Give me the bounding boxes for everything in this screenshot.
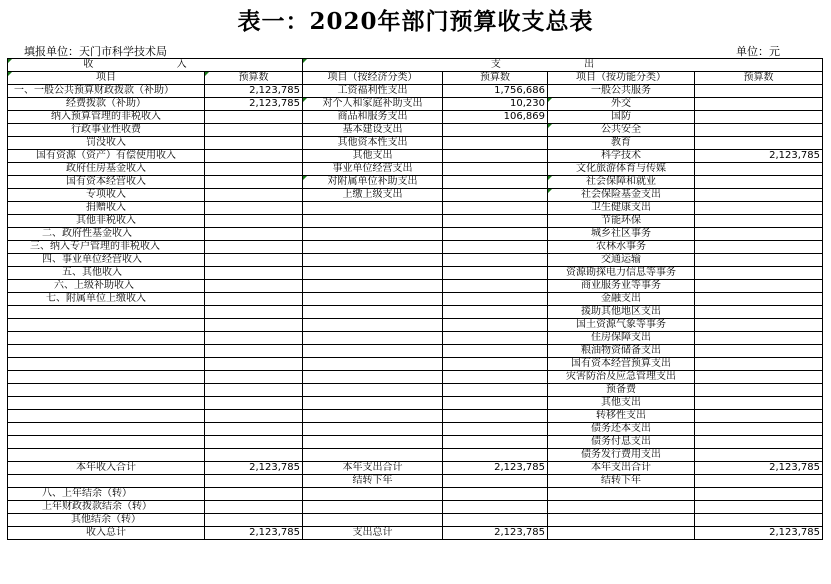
econ-item-cell bbox=[303, 436, 443, 449]
income-item-cell bbox=[8, 436, 205, 449]
income-item-cell bbox=[8, 423, 205, 436]
econ-item-header: 项目（按经济分类） bbox=[303, 72, 443, 85]
func-item-cell: 公共安全 bbox=[548, 124, 695, 137]
func-budget-cell bbox=[695, 137, 823, 150]
income-budget-header: 预算数 bbox=[205, 72, 303, 85]
econ-budget-cell bbox=[443, 449, 548, 462]
table-row bbox=[8, 371, 823, 384]
econ-item-cell bbox=[303, 267, 443, 280]
func-item-cell bbox=[548, 527, 695, 540]
func-budget-cell bbox=[695, 501, 823, 514]
econ-item-cell bbox=[303, 280, 443, 293]
econ-item-cell: 对附属单位补助支出 bbox=[303, 176, 443, 189]
income-item-cell: 二、政府性基金收入 bbox=[8, 228, 205, 241]
econ-budget-cell bbox=[443, 488, 548, 501]
func-budget-cell bbox=[695, 397, 823, 410]
func-item-cell: 债务还本支出 bbox=[548, 423, 695, 436]
econ-budget-cell bbox=[443, 150, 548, 163]
econ-item-cell: 其他支出 bbox=[303, 150, 443, 163]
table-row bbox=[8, 319, 823, 332]
table-row bbox=[8, 527, 823, 540]
econ-budget-cell bbox=[443, 319, 548, 332]
income-item-cell bbox=[8, 345, 205, 358]
func-item-cell: 科学技术 bbox=[548, 150, 695, 163]
func-item-cell bbox=[548, 514, 695, 527]
func-item-cell: 住房保障支出 bbox=[548, 332, 695, 345]
func-item-cell bbox=[548, 488, 695, 501]
econ-item-cell: 上缴上级支出 bbox=[303, 189, 443, 202]
func-budget-cell bbox=[695, 241, 823, 254]
econ-item-cell bbox=[303, 215, 443, 228]
econ-item-cell bbox=[303, 514, 443, 527]
func-budget-cell: 2,123,785 bbox=[695, 150, 823, 163]
table-row bbox=[8, 189, 823, 202]
income-budget-cell bbox=[205, 345, 303, 358]
income-budget-cell bbox=[205, 358, 303, 371]
table-row bbox=[8, 384, 823, 397]
func-item-cell bbox=[548, 501, 695, 514]
econ-budget-cell bbox=[443, 163, 548, 176]
income-item-cell bbox=[8, 332, 205, 345]
econ-item-cell: 工资福利性支出 bbox=[303, 85, 443, 98]
table-row bbox=[8, 254, 823, 267]
econ-item-cell bbox=[303, 319, 443, 332]
table-row bbox=[8, 241, 823, 254]
income-budget-cell bbox=[205, 163, 303, 176]
func-item-cell: 社会保险基金支出 bbox=[548, 189, 695, 202]
econ-budget-cell bbox=[443, 202, 548, 215]
income-item-cell: 捐赠收入 bbox=[8, 202, 205, 215]
table-row bbox=[8, 345, 823, 358]
econ-item-cell bbox=[303, 228, 443, 241]
income-item-cell: 行政事业性收费 bbox=[8, 124, 205, 137]
income-budget-cell bbox=[205, 124, 303, 137]
income-budget-cell bbox=[205, 215, 303, 228]
econ-budget-cell: 1,756,686 bbox=[443, 85, 548, 98]
econ-item-cell bbox=[303, 488, 443, 501]
func-item-cell: 交通运输 bbox=[548, 254, 695, 267]
income-item-cell: 其他非税收入 bbox=[8, 215, 205, 228]
func-item-cell: 债务发行费用支出 bbox=[548, 449, 695, 462]
func-budget-cell bbox=[695, 228, 823, 241]
table-row bbox=[8, 280, 823, 293]
econ-budget-cell bbox=[443, 293, 548, 306]
econ-item-cell: 事业单位经营支出 bbox=[303, 163, 443, 176]
table-row bbox=[8, 410, 823, 423]
econ-item-cell bbox=[303, 306, 443, 319]
func-budget-cell bbox=[695, 371, 823, 384]
income-item-cell: 纳入预算管理的非税收入 bbox=[8, 111, 205, 124]
econ-budget-cell bbox=[443, 228, 548, 241]
table-row bbox=[8, 111, 823, 124]
func-item-cell: 粮油物资储备支出 bbox=[548, 345, 695, 358]
table-row bbox=[8, 501, 823, 514]
income-budget-cell bbox=[205, 111, 303, 124]
func-budget-cell bbox=[695, 306, 823, 319]
econ-item-cell: 结转下年 bbox=[303, 475, 443, 488]
income-budget-cell bbox=[205, 436, 303, 449]
func-item-cell: 外交 bbox=[548, 98, 695, 111]
income-item-cell: 经费拨款（补助） bbox=[8, 98, 205, 111]
func-budget-cell bbox=[695, 163, 823, 176]
econ-budget-cell bbox=[443, 371, 548, 384]
econ-budget-cell bbox=[443, 124, 548, 137]
income-budget-cell bbox=[205, 332, 303, 345]
expense-section-header: 支 出 bbox=[303, 59, 823, 72]
income-budget-cell bbox=[205, 293, 303, 306]
func-item-cell: 其他支出 bbox=[548, 397, 695, 410]
econ-item-cell bbox=[303, 397, 443, 410]
income-budget-cell bbox=[205, 280, 303, 293]
econ-item-cell: 本年支出合计 bbox=[303, 462, 443, 475]
income-item-cell bbox=[8, 319, 205, 332]
econ-budget-header: 预算数 bbox=[443, 72, 548, 85]
econ-item-cell: 对个人和家庭补助支出 bbox=[303, 98, 443, 111]
income-budget-cell bbox=[205, 384, 303, 397]
econ-item-cell bbox=[303, 254, 443, 267]
income-budget-cell bbox=[205, 514, 303, 527]
income-item-cell bbox=[8, 410, 205, 423]
income-item-cell bbox=[8, 449, 205, 462]
income-item-cell: 收入总计 bbox=[8, 527, 205, 540]
econ-item-cell bbox=[303, 332, 443, 345]
income-budget-cell: 2,123,785 bbox=[205, 98, 303, 111]
econ-item-cell bbox=[303, 345, 443, 358]
econ-budget-cell bbox=[443, 306, 548, 319]
income-budget-cell bbox=[205, 267, 303, 280]
income-item-cell bbox=[8, 397, 205, 410]
econ-item-cell bbox=[303, 202, 443, 215]
income-budget-cell bbox=[205, 189, 303, 202]
income-item-cell bbox=[8, 306, 205, 319]
income-budget-cell bbox=[205, 137, 303, 150]
econ-budget-cell bbox=[443, 397, 548, 410]
income-item-cell bbox=[8, 384, 205, 397]
econ-item-cell bbox=[303, 371, 443, 384]
econ-budget-cell bbox=[443, 514, 548, 527]
table-row bbox=[8, 306, 823, 319]
table-row bbox=[8, 514, 823, 527]
econ-budget-cell bbox=[443, 280, 548, 293]
func-budget-cell bbox=[695, 280, 823, 293]
func-budget-cell bbox=[695, 124, 823, 137]
econ-item-cell bbox=[303, 384, 443, 397]
func-budget-cell bbox=[695, 111, 823, 124]
table-row bbox=[8, 358, 823, 371]
func-item-cell: 城乡社区事务 bbox=[548, 228, 695, 241]
income-item-cell: 一、一般公共预算财政拨款（补助） bbox=[8, 85, 205, 98]
income-section-header: 收 入 bbox=[8, 59, 303, 72]
func-budget-cell bbox=[695, 436, 823, 449]
income-item-cell: 专项收入 bbox=[8, 189, 205, 202]
income-item-cell: 本年收入合计 bbox=[8, 462, 205, 475]
econ-budget-cell: 106,869 bbox=[443, 111, 548, 124]
income-budget-cell bbox=[205, 371, 303, 384]
econ-budget-cell bbox=[443, 384, 548, 397]
func-budget-cell bbox=[695, 202, 823, 215]
table-row bbox=[8, 462, 823, 475]
table-row bbox=[8, 150, 823, 163]
income-item-cell: 其他结余（转） bbox=[8, 514, 205, 527]
func-budget-cell bbox=[695, 254, 823, 267]
func-budget-cell bbox=[695, 514, 823, 527]
econ-budget-cell bbox=[443, 332, 548, 345]
income-budget-cell bbox=[205, 501, 303, 514]
econ-item-cell bbox=[303, 241, 443, 254]
econ-item-cell: 商品和服务支出 bbox=[303, 111, 443, 124]
func-item-cell: 社会保障和就业 bbox=[548, 176, 695, 189]
func-budget-cell bbox=[695, 475, 823, 488]
budget-table bbox=[7, 58, 823, 540]
func-item-header: 项目（按功能分类） bbox=[548, 72, 695, 85]
table-row bbox=[8, 215, 823, 228]
table-row bbox=[8, 124, 823, 137]
econ-budget-cell bbox=[443, 410, 548, 423]
income-budget-cell bbox=[205, 254, 303, 267]
func-item-cell: 灾害防治及应急管理支出 bbox=[548, 371, 695, 384]
income-item-cell: 六、上级补助收入 bbox=[8, 280, 205, 293]
income-item-cell bbox=[8, 371, 205, 384]
table-row bbox=[8, 397, 823, 410]
table-row bbox=[8, 475, 823, 488]
income-budget-cell bbox=[205, 475, 303, 488]
func-budget-cell bbox=[695, 189, 823, 202]
func-item-cell: 金融支出 bbox=[548, 293, 695, 306]
income-item-cell bbox=[8, 475, 205, 488]
income-budget-cell bbox=[205, 449, 303, 462]
func-item-cell: 卫生健康支出 bbox=[548, 202, 695, 215]
econ-item-cell: 基本建设支出 bbox=[303, 124, 443, 137]
income-budget-cell: 2,123,785 bbox=[205, 527, 303, 540]
table-row bbox=[8, 176, 823, 189]
func-budget-cell bbox=[695, 488, 823, 501]
func-budget-cell bbox=[695, 267, 823, 280]
econ-budget-cell bbox=[443, 254, 548, 267]
func-item-cell: 一般公共服务 bbox=[548, 85, 695, 98]
func-budget-cell: 2,123,785 bbox=[695, 527, 823, 540]
table-row bbox=[8, 228, 823, 241]
func-item-cell: 国防 bbox=[548, 111, 695, 124]
func-budget-cell bbox=[695, 384, 823, 397]
econ-item-cell bbox=[303, 410, 443, 423]
func-budget-cell bbox=[695, 449, 823, 462]
income-budget-cell: 2,123,785 bbox=[205, 462, 303, 475]
func-budget-cell bbox=[695, 358, 823, 371]
func-item-cell: 国土资源气象等事务 bbox=[548, 319, 695, 332]
econ-budget-cell bbox=[443, 358, 548, 371]
income-item-cell: 四、事业单位经营收入 bbox=[8, 254, 205, 267]
econ-budget-cell: 2,123,785 bbox=[443, 462, 548, 475]
func-budget-cell bbox=[695, 215, 823, 228]
income-budget-cell bbox=[205, 488, 303, 501]
func-budget-cell bbox=[695, 332, 823, 345]
income-budget-cell bbox=[205, 423, 303, 436]
func-item-cell: 农林水事务 bbox=[548, 241, 695, 254]
econ-budget-cell bbox=[443, 241, 548, 254]
table-row bbox=[8, 202, 823, 215]
func-budget-cell: 2,123,785 bbox=[695, 462, 823, 475]
func-item-cell: 援助其他地区支出 bbox=[548, 306, 695, 319]
income-item-cell: 五、其他收入 bbox=[8, 267, 205, 280]
income-budget-cell bbox=[205, 410, 303, 423]
func-budget-header: 预算数 bbox=[695, 72, 823, 85]
income-budget-cell bbox=[205, 397, 303, 410]
econ-budget-cell: 10,230 bbox=[443, 98, 548, 111]
income-item-cell bbox=[8, 358, 205, 371]
table-row bbox=[8, 137, 823, 150]
income-budget-cell bbox=[205, 241, 303, 254]
income-budget-cell bbox=[205, 306, 303, 319]
income-budget-cell bbox=[205, 319, 303, 332]
table-row bbox=[8, 85, 823, 98]
func-budget-cell bbox=[695, 345, 823, 358]
func-item-cell: 转移性支出 bbox=[548, 410, 695, 423]
table-row bbox=[8, 293, 823, 306]
econ-item-cell bbox=[303, 449, 443, 462]
page-title: 表一：2020年部门预算收支总表 bbox=[237, 8, 594, 35]
filler-unit-label: 填报单位：天门市科学技术局 bbox=[24, 45, 167, 58]
econ-item-cell bbox=[303, 358, 443, 371]
econ-budget-cell: 2,123,785 bbox=[443, 527, 548, 540]
func-item-cell: 资源勘探电力信息等事务 bbox=[548, 267, 695, 280]
table-row bbox=[8, 449, 823, 462]
column-header-row bbox=[8, 72, 823, 85]
econ-budget-cell bbox=[443, 137, 548, 150]
func-item-cell: 教育 bbox=[548, 137, 695, 150]
econ-item-cell: 其他资本性支出 bbox=[303, 137, 443, 150]
func-budget-cell bbox=[695, 423, 823, 436]
econ-budget-cell bbox=[443, 345, 548, 358]
func-item-cell: 结转下年 bbox=[548, 475, 695, 488]
table-row bbox=[8, 436, 823, 449]
income-item-header: 项目 bbox=[8, 72, 205, 85]
econ-budget-cell bbox=[443, 176, 548, 189]
func-item-cell: 国有资本经营预算支出 bbox=[548, 358, 695, 371]
func-item-cell: 文化旅游体育与传媒 bbox=[548, 163, 695, 176]
func-budget-cell bbox=[695, 85, 823, 98]
table-row bbox=[8, 423, 823, 436]
income-budget-cell bbox=[205, 150, 303, 163]
income-item-cell: 上年财政拨款结余（转） bbox=[8, 501, 205, 514]
income-item-cell: 国有资源（资产）有偿使用收入 bbox=[8, 150, 205, 163]
econ-budget-cell bbox=[443, 423, 548, 436]
func-item-cell: 债务付息支出 bbox=[548, 436, 695, 449]
income-item-cell: 七、附属单位上缴收入 bbox=[8, 293, 205, 306]
func-budget-cell bbox=[695, 176, 823, 189]
func-item-cell: 预备费 bbox=[548, 384, 695, 397]
income-item-cell: 罚没收入 bbox=[8, 137, 205, 150]
func-budget-cell bbox=[695, 319, 823, 332]
table-row bbox=[8, 332, 823, 345]
func-budget-cell bbox=[695, 410, 823, 423]
econ-item-cell: 支出总计 bbox=[303, 527, 443, 540]
income-item-cell: 国有资本经营收入 bbox=[8, 176, 205, 189]
econ-budget-cell bbox=[443, 475, 548, 488]
income-budget-cell bbox=[205, 228, 303, 241]
econ-budget-cell bbox=[443, 189, 548, 202]
income-item-cell: 三、纳入专户管理的非税收入 bbox=[8, 241, 205, 254]
func-item-cell: 本年支出合计 bbox=[548, 462, 695, 475]
econ-budget-cell bbox=[443, 215, 548, 228]
econ-budget-cell bbox=[443, 436, 548, 449]
func-item-cell: 节能环保 bbox=[548, 215, 695, 228]
income-item-cell: 政府住房基金收入 bbox=[8, 163, 205, 176]
econ-budget-cell bbox=[443, 501, 548, 514]
table-row bbox=[8, 488, 823, 501]
table-row bbox=[8, 267, 823, 280]
econ-item-cell bbox=[303, 293, 443, 306]
income-budget-cell bbox=[205, 176, 303, 189]
section-header-row bbox=[8, 59, 823, 72]
income-budget-cell bbox=[205, 202, 303, 215]
table-row bbox=[8, 163, 823, 176]
func-budget-cell bbox=[695, 98, 823, 111]
table-row bbox=[8, 98, 823, 111]
econ-item-cell bbox=[303, 501, 443, 514]
income-item-cell: 八、上年结余（转） bbox=[8, 488, 205, 501]
income-budget-cell: 2,123,785 bbox=[205, 85, 303, 98]
currency-unit-label: 单位：元 bbox=[736, 45, 780, 58]
econ-item-cell bbox=[303, 423, 443, 436]
func-item-cell: 商业服务业等事务 bbox=[548, 280, 695, 293]
econ-budget-cell bbox=[443, 267, 548, 280]
func-budget-cell bbox=[695, 293, 823, 306]
